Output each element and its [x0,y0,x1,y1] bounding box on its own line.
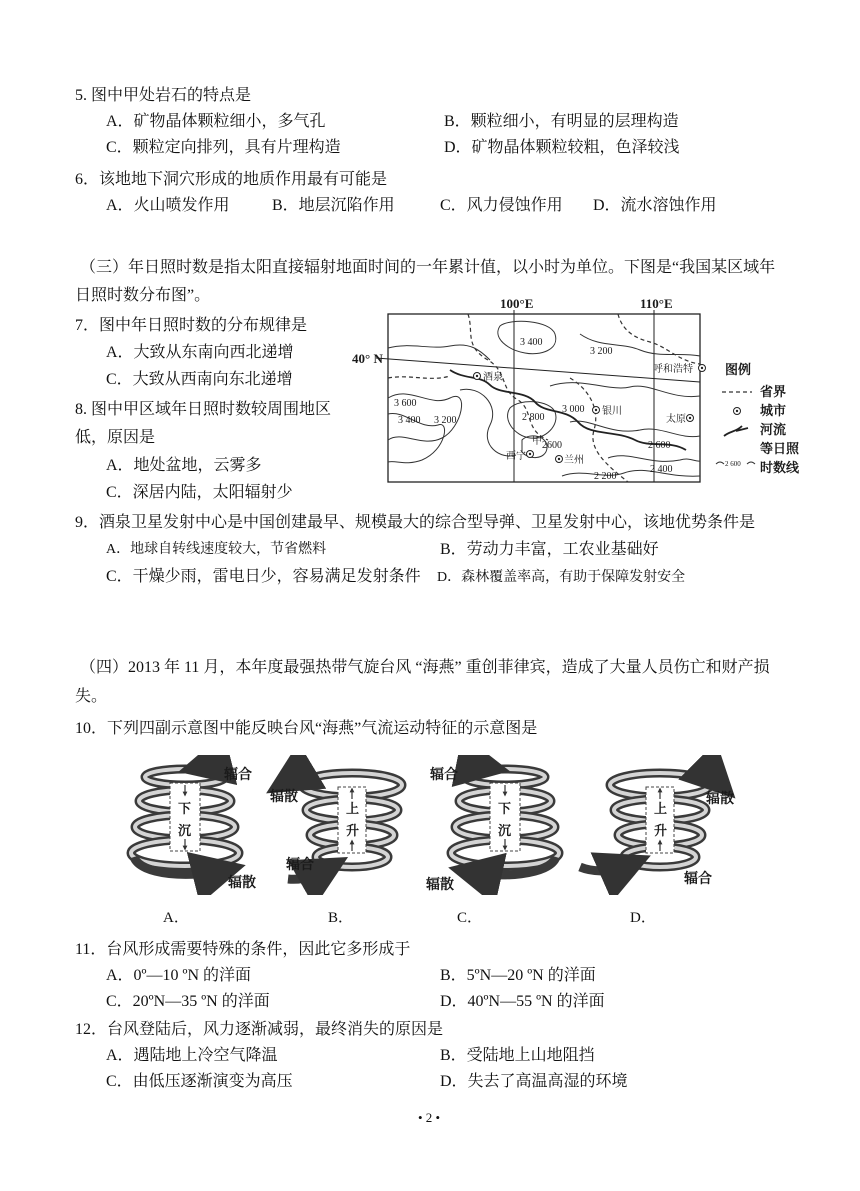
q10-choice-d-letter: D． [630,910,656,926]
q7-stem: 7．图中年日照时数的分布规律是 [75,317,308,334]
q8-stem-line-1: 8. 图中甲区域年日照时数较周围地区 [75,401,332,418]
isoline-value: 3 400 [520,337,543,348]
q10-stem: 10．下列四副示意图中能反映台风“海燕”气流运动特征的示意图是 [75,720,538,737]
isoline-value: 3 200 [590,346,613,357]
city-marker-taiyuan [687,415,694,422]
q11-option-b: B．5ºN—20 ºN 的洋面 [440,967,596,984]
diagram-a-center-bottom: 沉 [178,823,192,838]
diagram-a-outer-bottom: 辐散 [228,876,256,891]
isoline-value: 2 800 [522,412,545,423]
q10-choice-b-letter: B． [328,910,354,926]
place-label-xining: 西宁 [506,451,526,462]
q7-option-c: C．大致从西南向东北递增 [106,371,293,388]
diagram-c-center-top: 下 [498,801,512,816]
diagram-c-outer-bottom: 辐散 [426,878,454,893]
diagram-c [425,766,559,893]
isoline-value: 3 600 [394,398,417,409]
q7-option-a: A．大致从东南向西北递增 [106,344,294,361]
section-3-line-1: （三）年日照时数是指太阳直接辐射地面时间的一年累计值，以小时为单位。下图是“我国某区域年 [80,259,776,276]
legend-river-symbol [724,426,748,436]
province-boundaries [388,314,700,482]
diagram-a-outer-top: 辐合 [224,768,252,783]
city-marker-yinchuan [593,407,600,414]
diagram-b-outer-bottom: 辐合 [286,858,314,873]
q11-option-d: D．40ºN—55 ºN 的洋面 [440,993,605,1010]
q5-stem: 5. 图中甲处岩石的特点是 [75,87,252,104]
place-label-taiyuan: 太原 [666,414,686,425]
isoline-value: 2 400 [650,464,673,475]
q6-option-d: D．流水溶蚀作用 [593,197,717,214]
isoline-value: 3 400 [398,415,421,426]
q8-stem-line-2: 低，原因是 [75,429,156,446]
q6-option-a: A．火山喷发作用 [106,197,230,214]
diagram-d-outer-bottom: 辐合 [684,872,712,887]
q9-option-d: D．森林覆盖率高，有助于保障发射安全 [437,570,686,585]
q12-option-d: D．失去了高温高湿的环境 [440,1073,628,1090]
city-marker-lanzhou [556,456,563,463]
legend-city: 城市 [760,403,787,418]
q5-option-a: A．矿物晶体颗粒细小，多气孔 [106,113,326,130]
isoline-value: 3 000 [562,404,585,415]
q6-option-c: C．风力侵蚀作用 [440,197,563,214]
legend-isoline-sample: 2 600 [725,460,741,468]
longitude-label-110e: 110°E [640,296,673,311]
diagram-c-outer-top: 辐合 [430,768,458,783]
sunshine-hours-map [350,290,820,490]
map-legend [716,362,800,475]
q12-stem: 12．台风登陆后，风力逐渐减弱，最终消失的原因是 [75,1021,444,1038]
legend-isoline-line-1: 等日照 [760,441,800,456]
diagram-d-outer-top: 辐散 [706,792,734,807]
q6-option-b: B．地层沉陷作用 [272,197,395,214]
diagram-c-center-bottom: 沉 [498,823,512,838]
legend-river: 河流 [760,422,787,437]
diagram-a-center-top: 下 [178,801,192,816]
isoline-value: 2 200 [594,471,617,482]
city-marker-xining [527,451,534,458]
diagram-d [580,773,734,887]
q8-option-c: C．深居内陆，太阳辐射少 [106,484,293,501]
typhoon-airflow-diagrams [120,755,740,895]
page-number: • 2 • [418,1110,441,1125]
q11-option-a: A．0º—10 ºN 的洋面 [106,967,252,984]
legend-isoline-line-2: 时数线 [760,460,800,475]
isoline-value: 2 600 [648,440,671,451]
legend-isoline-symbol-tail [747,462,755,464]
q10-choice-a-letter: A． [163,910,189,926]
place-label-jiuquan: 酒泉 [483,372,503,383]
q12-option-c: C．由低压逐渐演变为高压 [106,1073,293,1090]
latitude-label-40n: 40° N [352,351,383,366]
q9-option-b: B．劳动力丰富，工农业基础好 [440,541,659,558]
legend-title: 图例 [725,362,752,377]
longitude-label-100e: 100°E [500,296,534,311]
city-marker-jiuquan [474,373,481,380]
q8-option-a: A．地处盆地，云雾多 [106,457,262,474]
q5-option-d: D．矿物晶体颗粒较粗，色泽较浅 [444,139,680,156]
q9-option-a: A．地球自转线速度较大，节省燃料 [106,542,327,557]
q6-stem: 6．该地地下洞穴形成的地质作用最有可能是 [75,171,388,188]
place-label-jia: 甲 [532,436,542,447]
legend-city-symbol [734,408,741,415]
map-frame [388,314,700,482]
q9-option-c: C．干燥少雨，雷电日少，容易满足发射条件 [106,568,421,585]
q5-option-c: C．颗粒定向排列，具有片理构造 [106,139,341,156]
city-marker-hohhot [699,365,706,372]
isoline-value: 2600 [542,440,562,451]
section-3-line-2: 日照时数分布图”。 [75,287,211,304]
diagram-b-outer-top: 辐散 [270,790,298,805]
section-4-line-1: （四）2013 年 11 月，本年度最强热带气旋台风 “海燕” 重创菲律宾，造成了大量人员伤亡和财产损 [80,659,770,676]
isoline-value: 3 200 [434,415,457,426]
q5-option-b: B．颗粒细小，有明显的层理构造 [444,113,679,130]
place-label-yinchuan: 银川 [602,406,622,417]
place-label-lanzhou: 兰州 [564,455,584,466]
diagram-b-center-top: 上 [346,801,360,816]
q12-option-a: A．遇陆地上冷空气降温 [106,1047,278,1064]
sunshine-isolines [388,321,700,476]
q9-stem: 9．酒泉卫星发射中心是中国创建最早、规模最大的综合型导弹、卫星发射中心，该地优势条件是 [75,514,756,531]
diagram-b-center-bottom: 升 [346,823,360,838]
place-label-hohhot: 呼和浩特 [653,364,693,375]
section-4-line-2: 失。 [75,688,108,705]
q12-option-b: B．受陆地上山地阻挡 [440,1047,595,1064]
legend-province-border: 省界 [760,384,787,399]
q11-stem: 11．台风形成需要特殊的条件，因此它多形成于 [75,941,411,958]
legend-isoline-symbol [716,462,724,464]
diagram-b [269,773,402,879]
q10-choice-c-letter: C． [457,910,483,926]
diagram-d-center-top: 上 [654,801,668,816]
diagram-d-center-bottom: 升 [654,823,668,838]
diagram-a [131,766,256,891]
q11-option-c: C．20ºN—35 ºN 的洋面 [106,993,270,1010]
